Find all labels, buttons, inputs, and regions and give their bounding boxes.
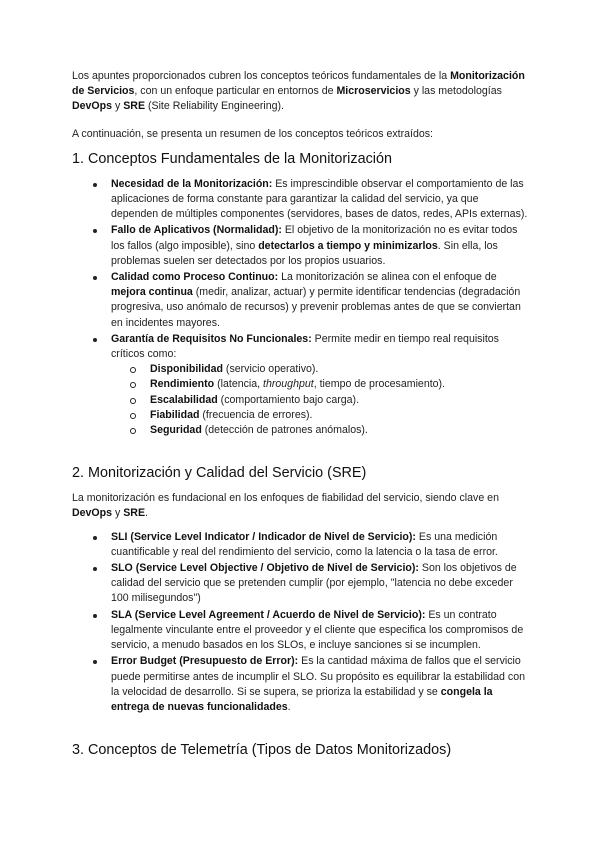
term-microservicios: Microservicios	[336, 85, 411, 98]
list-item: SLA (Service Level Agreement / Acuerdo de Nivel de Servicio): Es un contrato legalmente vinculante entre el proveedor y el cliente que especifica los compromisos de servicio, a menudo basados en los SLOs, e incluye sanciones si se incumplen.	[111, 608, 528, 654]
section-2-lead: La monitorización es fundacional en los enfoques de fiabilidad del servicio, siendo clave en DevOps y SRE.	[72, 492, 499, 520]
sub-list-item: Escalabilidad (comportamiento bajo carga).	[150, 393, 528, 408]
sub-list-item: Seguridad (detección de patrones anómalos).	[150, 423, 528, 438]
section-2-list	[72, 530, 528, 715]
list-item: SLI (Service Level Indicator / Indicador de Nivel de Servicio): Es una medición cuantificable y real del rendimiento del servicio, como la latencia o la tasa de error.	[111, 530, 528, 560]
list-item: Garantía de Requisitos No Funcionales: Permite medir en tiempo real requisitos críticos como: Disponibilidad (servicio operativo). Rendimiento (latencia, throughput, tiempo de procesamiento). Escalabilidad (comportamiento bajo carga). Fiabilidad (frecuencia de errores). Seguridad (detección de patrones anómalos).	[111, 332, 528, 438]
term-monitorizacion-servicios: Monitorización de Servicios	[72, 70, 525, 98]
sub-list-item: Disponibilidad (servicio operativo).	[150, 362, 528, 377]
sub-list-item: Fiabilidad (frecuencia de errores).	[150, 408, 528, 423]
list-item: Necesidad de la Monitorización: Es imprescindible observar el comportamiento de las aplicaciones de forma constante para garantizar la calidad del servicio, ya que dependen de múltiples componentes (servidores, bases de datos, redes, APIs externas).	[111, 177, 528, 223]
list-item: SLO (Service Level Objective / Objetivo de Nivel de Servicio): Son los objetivos de calidad del servicio que se pretenden cumplir (por ejemplo, "latencia no debe exceder 100 milisegundos")	[111, 561, 528, 607]
term-sre: SRE	[123, 100, 146, 113]
sub-list-item: Rendimiento (latencia, throughput, tiempo de procesamiento).	[150, 377, 528, 392]
intro-paragraph: Los apuntes proporcionados cubren los conceptos teóricos fundamentales de la Monitorización de Servicios, con un enfoque particular en entornos de Microservicios y las metodologías DevOps y SRE (Site Reliability Engineering).	[72, 70, 525, 113]
list-item: Error Budget (Presupuesto de Error): Es la cantidad máxima de fallos que el servicio puede permitirse antes de incumplir el SLO. Su propósito es equilibrar la estabilidad con la velocidad de desarrollo. Si se supera, se prioriza la estabilidad y se congela la entrega de nuevas funcionalidades.	[111, 654, 528, 715]
term-devops: DevOps	[72, 100, 113, 113]
section-1-list	[72, 177, 528, 438]
section-1-heading: 1. Conceptos Fundamentales de la Monitorización	[72, 150, 392, 167]
section-2-heading: 2. Monitorización y Calidad del Servicio (SRE)	[72, 465, 367, 482]
list-item: Calidad como Proceso Continuo: La monitorización se alinea con el enfoque de mejora continua (medir, analizar, actuar) y permite identificar tendencias (degradación progresiva, uso anómalo de recursos) y prevenir problemas antes de que se conviertan en incidentes mayores.	[111, 270, 528, 331]
list-item: Fallo de Aplicativos (Normalidad): El objetivo de la monitorización no es evitar todos los fallos (algo imposible), sino detectarlos a tiempo y minimizarlos. Sin ella, los problemas suelen ser detectados por los propios usuarios.	[111, 223, 528, 269]
section-3-heading: 3. Conceptos de Telemetría (Tipos de Datos Monitorizados)	[72, 742, 452, 759]
sub-list	[111, 362, 528, 438]
lead-paragraph: A continuación, se presenta un resumen de los conceptos teóricos extraídos:	[72, 127, 433, 140]
